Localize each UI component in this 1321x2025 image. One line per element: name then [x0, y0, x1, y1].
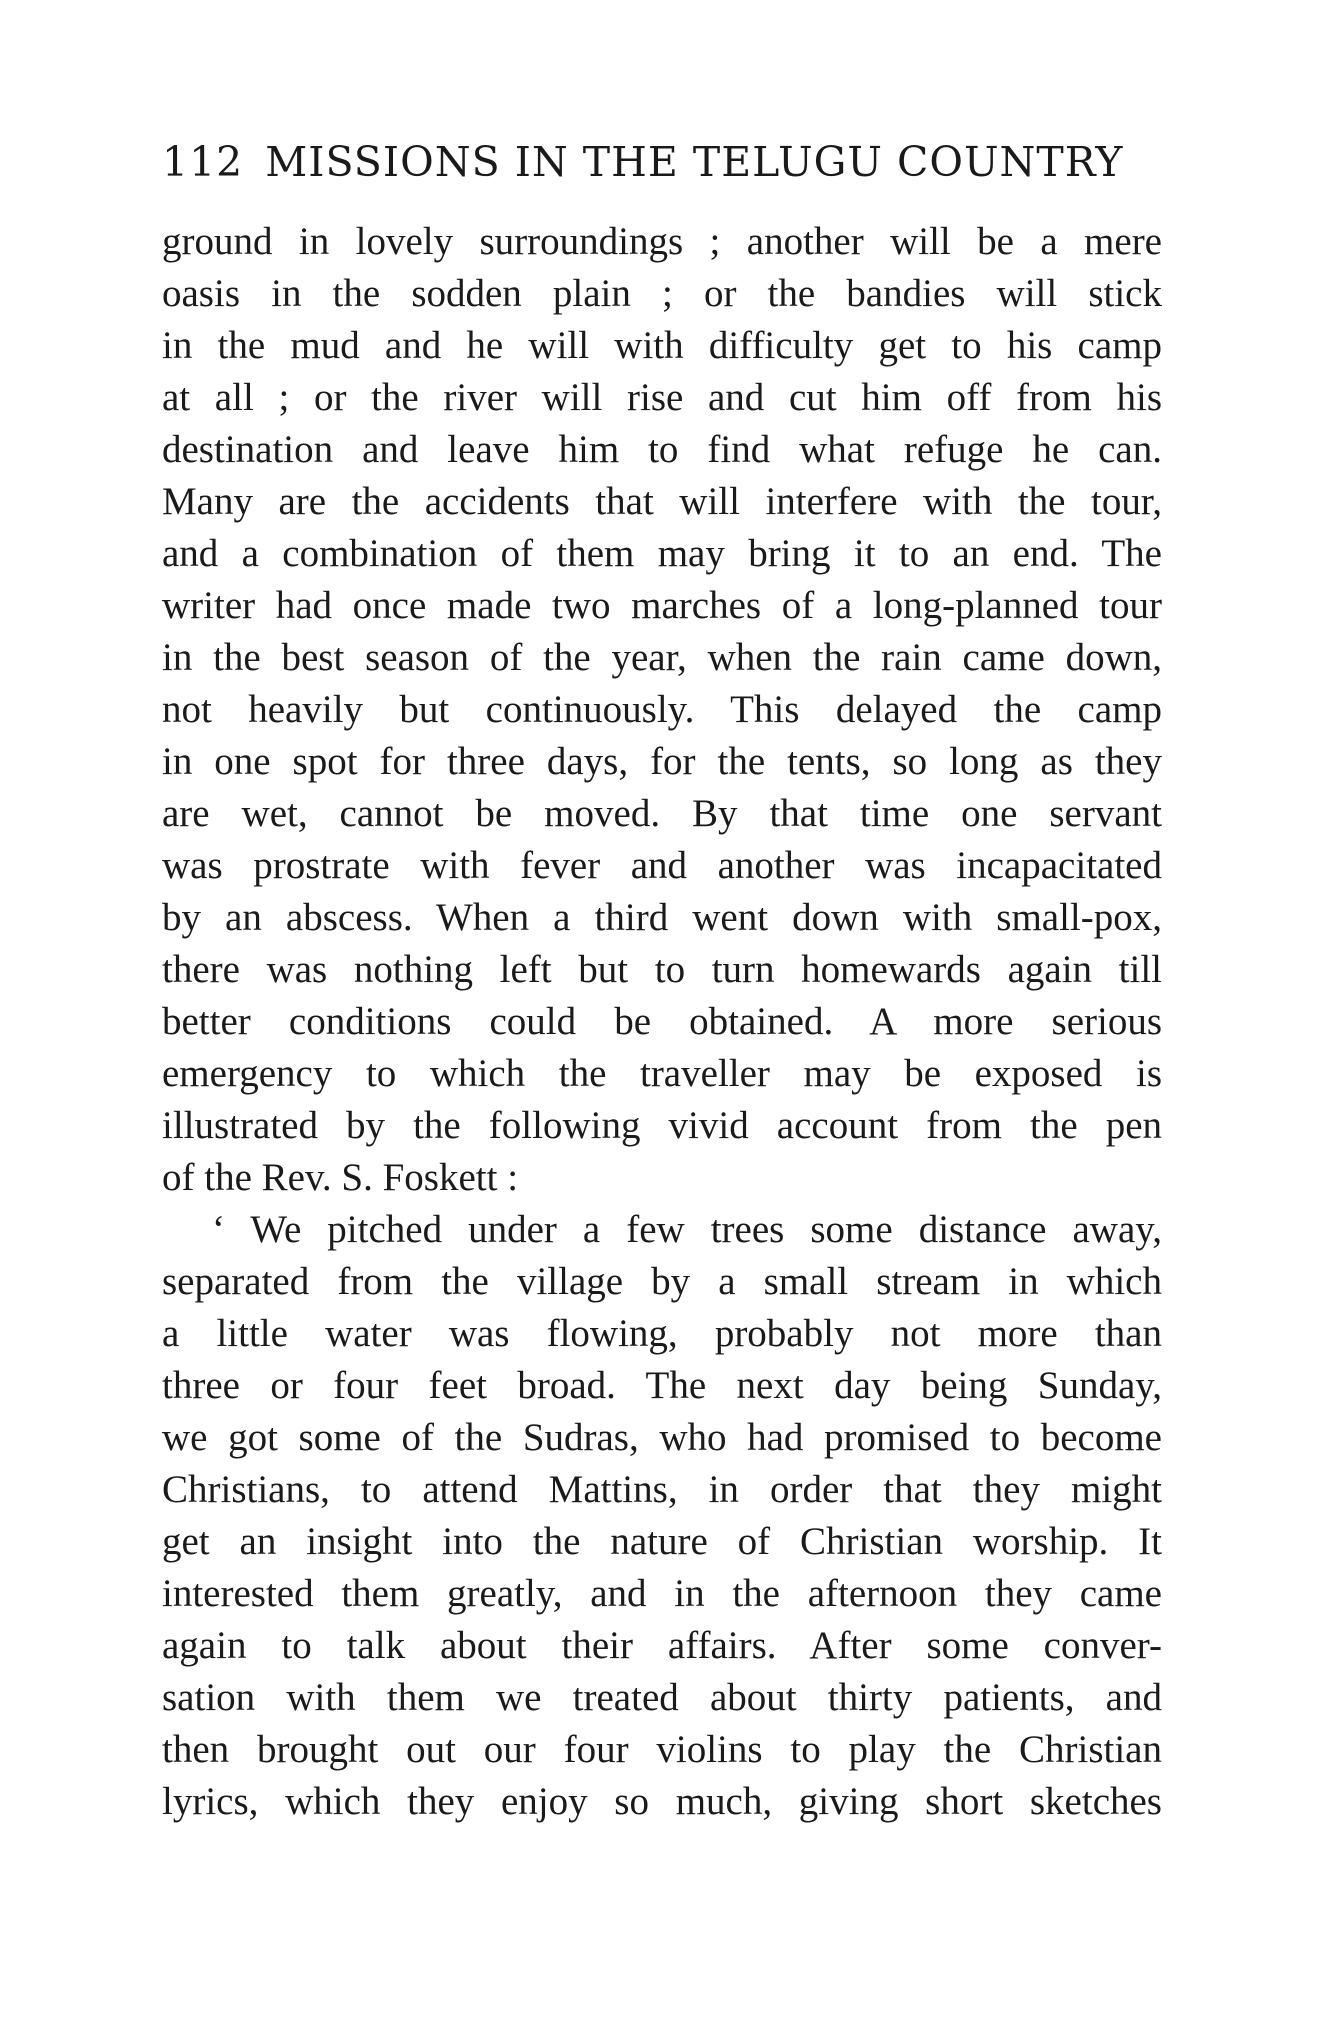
- text-line: illustrated by the following vivid account from the pen: [162, 1104, 1162, 1147]
- text-line: Many are the accidents that will interfere with the tour,: [162, 480, 1162, 523]
- text-line: three or four feet broad. The next day being Sunday,: [162, 1364, 1162, 1407]
- text-line: lyrics, which they enjoy so much, giving short sketches: [162, 1780, 1162, 1823]
- page-number: 112: [162, 138, 244, 186]
- text-line: then brought out our four violins to play the Christian: [162, 1728, 1162, 1771]
- running-head: [162, 134, 1162, 190]
- text-line: Christians, to attend Mattins, in order that they might: [162, 1468, 1162, 1511]
- text-line: in the mud and he will with difficulty get to his camp: [162, 324, 1162, 367]
- text-line: in the best season of the year, when the rain came down,: [162, 636, 1162, 679]
- body-text: [162, 216, 1162, 1828]
- text-line: oasis in the sodden plain ; or the bandies will stick: [162, 272, 1162, 315]
- text-line: are wet, cannot be moved. By that time one servant: [162, 792, 1162, 835]
- text-line: ground in lovely surroundings ; another will be a mere: [162, 220, 1162, 263]
- text-line: separated from the village by a small stream in which: [162, 1260, 1162, 1303]
- text-line: we got some of the Sudras, who had promised to become: [162, 1416, 1162, 1459]
- text-line: better conditions could be obtained. A more serious: [162, 1000, 1162, 1043]
- text-line: by an abscess. When a third went down with small-pox,: [162, 896, 1162, 939]
- text-line: writer had once made two marches of a long-planned tour: [162, 584, 1162, 627]
- running-title: MISSIONS IN THE TELUGU COUNTRY: [265, 138, 1124, 186]
- text-line: at all ; or the river will rise and cut him off from his: [162, 376, 1162, 419]
- text-line: and a combination of them may bring it to an end. The: [162, 532, 1162, 575]
- text-line: in one spot for three days, for the tents, so long as they: [162, 740, 1162, 783]
- paragraph-end-line: of the Rev. S. Foskett :: [162, 1156, 519, 1199]
- text-line: was prostrate with fever and another was incapacitated: [162, 844, 1162, 887]
- text-line: destination and leave him to find what refuge he can.: [162, 428, 1162, 471]
- quotation-start-line: ‘ We pitched under a few trees some distance away,: [212, 1208, 1162, 1251]
- text-line: interested them greatly, and in the afternoon they came: [162, 1572, 1162, 1615]
- text-line: sation with them we treated about thirty patients, and: [162, 1676, 1162, 1719]
- text-line: emergency to which the traveller may be exposed is: [162, 1052, 1162, 1095]
- text-line: there was nothing left but to turn homewards again till: [162, 948, 1162, 991]
- text-line: again to talk about their affairs. After some conver-: [162, 1624, 1162, 1667]
- text-line: get an insight into the nature of Christian worship. It: [162, 1520, 1162, 1563]
- text-line: a little water was flowing, probably not more than: [162, 1312, 1162, 1355]
- text-line: not heavily but continuously. This delayed the camp: [162, 688, 1162, 731]
